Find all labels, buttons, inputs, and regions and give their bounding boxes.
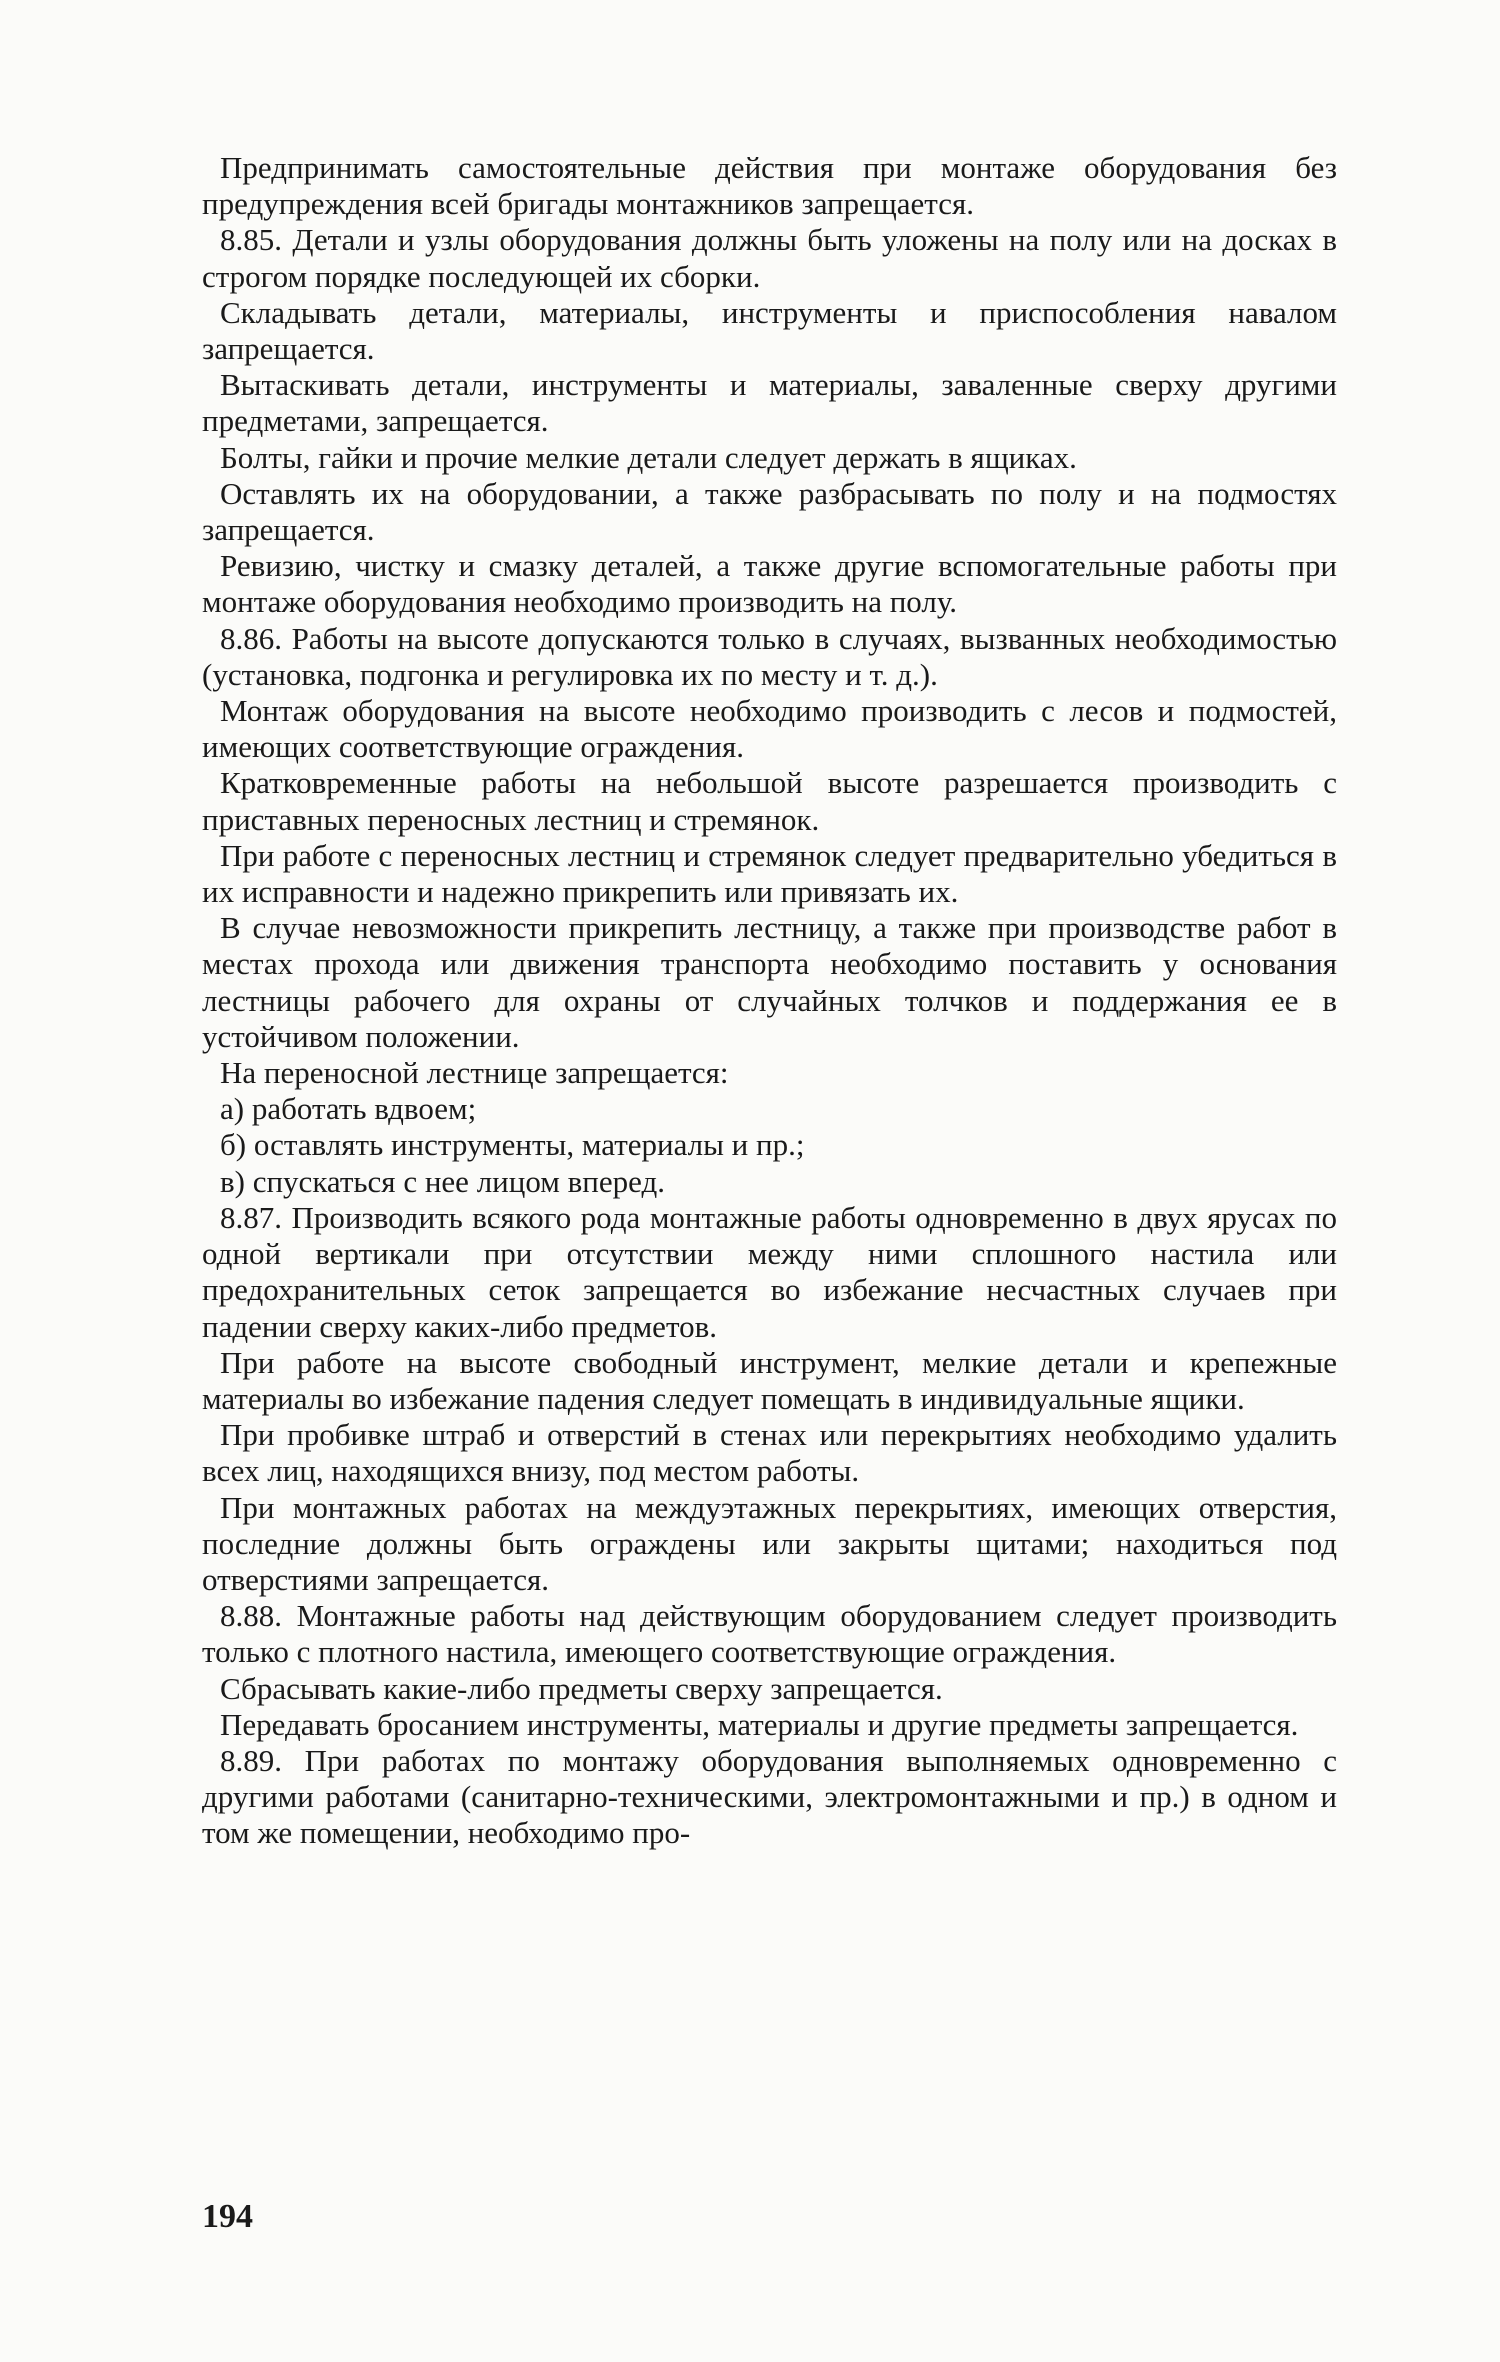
paragraph-20: При монтажных работах на междуэтажных перекрытиях, имеющих отверстия, последние должны быть ограждены или закрыты щитами; находиться под отверстиями запрещается. bbox=[202, 1489, 1337, 1597]
paragraph-8-85: 8.85. Детали и узлы оборудования должны быть уложены на полу или на досках в строгом порядке последующей их сборки. bbox=[202, 222, 1337, 294]
list-item-v: в) спускаться с нее лицом вперед. bbox=[220, 1163, 665, 1199]
paragraph-8-86: 8.86. Работы на высоте допускаются только в случаях, вызванных необходимостью (установка, подгонка и регулировка их по месту и т. д.). bbox=[202, 620, 1337, 692]
paragraph-8-87: 8.87. Производить всякого рода монтажные работы одновременно в двух ярусах по одной вертикали при отсутствии между ними сплошного настила или предохранительных сеток запрещается во избежание несчастных случаев при падении сверху каких-либо предметов. bbox=[202, 1199, 1337, 1344]
body-text bbox=[202, 150, 1337, 1852]
list-item-a: а) работать вдвоем; bbox=[220, 1091, 477, 1127]
paragraph-13: На переносной лестнице запрещается: bbox=[220, 1055, 729, 1091]
paragraph-18: При работе на высоте свободный инструмент, мелкие детали и крепежные материалы во избежание падения следует помещать в индивидуальные ящики. bbox=[202, 1344, 1337, 1416]
paragraph-8-88: 8.88. Монтажные работы над действующим оборудованием следует производить только с плотного настила, имеющего соответствующие ограждения. bbox=[202, 1598, 1337, 1670]
paragraph-12: В случае невозможности прикрепить лестницу, а также при производстве работ в местах прохода или движения транспорта необходимо поставить у основания лестницы рабочего для охраны от случайных толчков и поддержания ее в устойчивом положении. bbox=[202, 910, 1337, 1054]
paragraph-10: Кратковременные работы на небольшой высоте разрешается производить с приставных переносных лестниц и стремянок. bbox=[202, 765, 1337, 837]
paragraph-7: Ревизию, чистку и смазку деталей, а также другие вспомогательные работы при монтаже оборудования необходимо производить на полу. bbox=[202, 548, 1337, 620]
paragraph-22: Сбрасывать какие-либо предметы сверху запрещается. bbox=[220, 1670, 943, 1706]
paragraph-6: Оставлять их на оборудовании, а также разбрасывать по полу и на подмостях запрещается. bbox=[202, 475, 1337, 548]
paragraph-1: Предпринимать самостоятельные действия при монтаже оборудования без предупреждения всей бригады монтажников запрещается. bbox=[202, 150, 1337, 222]
paragraph-8-89: 8.89. При работах по монтажу оборудования выполняемых одновременно с другими работами (санитарно-техническими, электромонтажными и пр.) в одном и том же помещении, необходимо про- bbox=[202, 1742, 1337, 1851]
paragraph-9: Монтаж оборудования на высоте необходимо производить с лесов и подмостей, имеющих соответствующие ограждения. bbox=[202, 693, 1337, 765]
paragraph-23: Передавать бросанием инструменты, материалы и другие предметы запрещается. bbox=[220, 1706, 1299, 1742]
paragraph-5: Болты, гайки и прочие мелкие детали следует держать в ящиках. bbox=[220, 439, 1077, 475]
paragraph-4: Вытаскивать детали, инструменты и материалы, заваленные сверху другими предметами, запрещается. bbox=[202, 367, 1337, 439]
list-item-b: б) оставлять инструменты, материалы и пр.; bbox=[220, 1127, 805, 1163]
paragraph-19: При пробивке штраб и отверстий в стенах или перекрытиях необходимо удалить всех лиц, находящихся внизу, под местом работы. bbox=[202, 1417, 1337, 1489]
paragraph-3: Складывать детали, материалы, инструменты и приспособления навалом запрещается. bbox=[202, 294, 1337, 367]
paragraph-11: При работе с переносных лестниц и стремянок следует предварительно убедиться в их исправности и надежно прикрепить или привязать их. bbox=[202, 837, 1337, 910]
page-number: 194 bbox=[202, 2198, 253, 2235]
